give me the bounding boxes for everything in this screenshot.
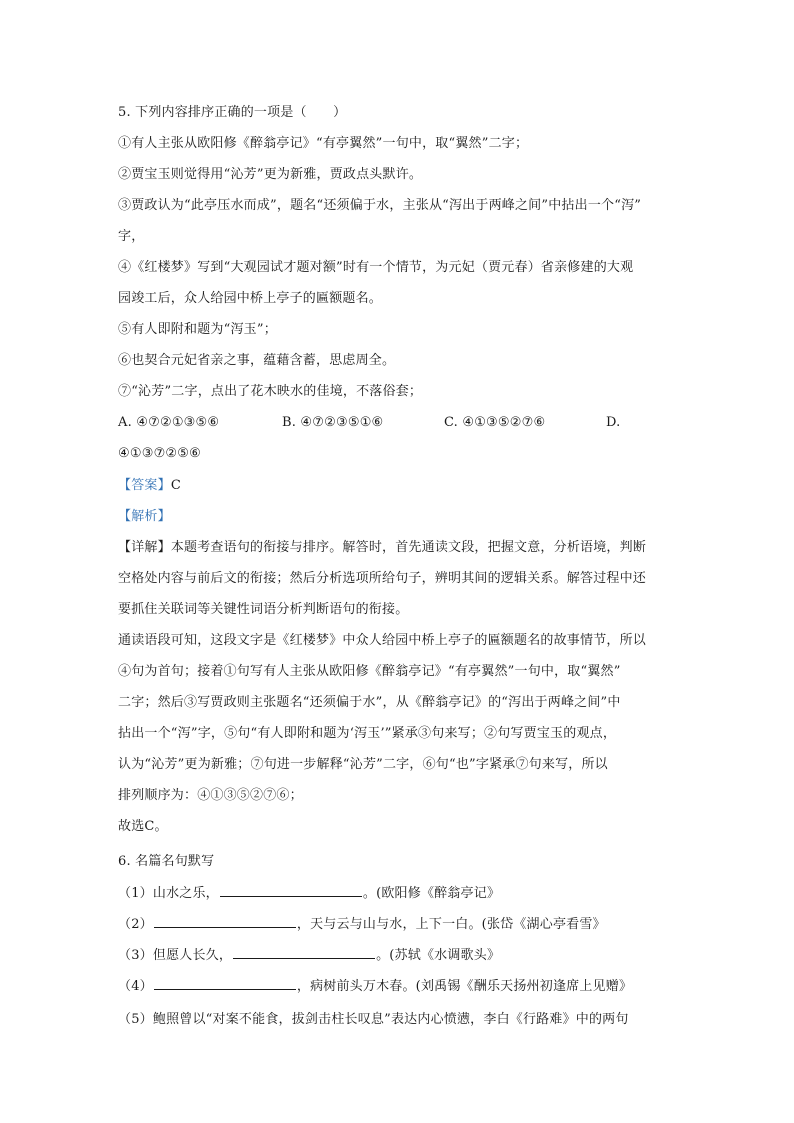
- q5-stem: 5. 下列内容排序正确的一项是（ ）: [118, 105, 347, 120]
- option-d-value: ④①③⑦②⑤⑥: [118, 446, 201, 461]
- option-c: C. ④①③⑤②⑦⑥: [444, 415, 546, 430]
- option-d: D.: [606, 415, 621, 430]
- detail-line-2: 空格处内容与前后文的衔接；然后分析选项所给句子，辨明其间的逻辑关系。解答过程中还: [118, 571, 647, 586]
- q5-item-4-cont: 园竣工后，众人给园中桥上亭子的匾额题名。: [118, 291, 383, 306]
- option-a: A. ④⑦②①③⑤⑥: [118, 415, 220, 430]
- explain-line-2: ④句为首句；接着①句写有人主张从欧阳修《醉翁亭记》“有亭翼然”一句中，取“翼然”: [118, 664, 621, 679]
- q6-line-1-post: 。(欧阳修《醉翁亭记》: [362, 886, 501, 901]
- q5-item-2: ②贾宝玉则觉得用“沁芳”更为新雅，贾政点头默许。: [118, 167, 423, 182]
- explain-line-4: 拈出一个“泻”字，⑤句“有人即附和题为‘泻玉’”紧承③句来写；②句写贾宝玉的观点，: [118, 726, 617, 741]
- conclusion: 故选C。: [118, 819, 168, 834]
- q5-item-3: ③贾政认为“此亭压水而成”，题名“还须偏于水，主张从“泻出于两峰之间”中拈出一个“泻”: [118, 198, 642, 213]
- q6-line-2-post: ，天与云与山与水，上下一白。(张岱《湖心亭看雪》: [296, 917, 606, 932]
- explain-line-3: 二字；然后③写贾政则主张题名“还须偏于水”，从《醉翁亭记》的“泻出于两峰之间”中: [118, 695, 621, 710]
- explain-line-1: 通读语段可知，这段文字是《红楼梦》中众人给园中桥上亭子的匾额题名的故事情节，所以: [118, 633, 647, 648]
- fill-blank-2[interactable]: [154, 915, 296, 928]
- q6-line-2: [118, 915, 606, 934]
- q6-line-4: [118, 977, 632, 996]
- fill-blank-4[interactable]: [154, 977, 296, 990]
- q6-line-1: [118, 884, 500, 903]
- detail-tag: 【详解】: [118, 540, 171, 555]
- q6-title: 6. 名篇名句默写: [118, 854, 215, 869]
- fill-blank-1[interactable]: [220, 884, 362, 897]
- q5-item-6: ⑥也契合元妃省亲之事，蕴藉含蓄，思虑周全。: [118, 353, 396, 368]
- q6-line-1-pre: （1）山水之乐，: [118, 886, 219, 901]
- fill-blank-3[interactable]: [233, 946, 375, 959]
- q5-item-4: ④《红楼梦》写到“大观园试才题对额”时有一个情节，为元妃（贾元春）省亲修建的大观: [118, 260, 634, 275]
- answer-line: [118, 477, 181, 495]
- answer-value: C: [170, 478, 181, 493]
- q5-item-7: ⑦“沁芳”二字，点出了花木映水的佳境，不落俗套；: [118, 384, 423, 399]
- explain-line-6: 排列顺序为：④①③⑤②⑦⑥；: [118, 788, 303, 803]
- answer-tag: 【答案】: [118, 478, 171, 493]
- detail-text-1: 本题考查语句的衔接与排序。解答时，首先通读文段，把握文意，分析语境，判断: [170, 540, 647, 555]
- q6-line-5: （5）鲍照曾以“对案不能食，拔剑击柱长叹息”表达内心愤懑，李白《行路难》中的两句: [118, 1012, 629, 1027]
- q6-line-3: [118, 946, 500, 965]
- q5-item-3-cont: 字，: [118, 229, 145, 244]
- detail-line-3: 要抓住关联词等关键性词语分析判断语句的衔接。: [118, 602, 409, 617]
- q5-item-5: ⑤有人即附和题为“泻玉”；: [118, 322, 277, 337]
- q6-line-3-post: 。(苏轼《水调歌头》: [376, 948, 501, 963]
- q6-line-4-post: ，病树前头万木春。(刘禹锡《酬乐天扬州初逢席上见赠》: [296, 979, 633, 994]
- q6-line-4-pre: （4）: [118, 979, 153, 994]
- detail-line-1: [118, 539, 646, 557]
- explain-line-5: 认为“沁芳”更为新雅；⑦句进一步解释“沁芳”二字，⑥句“也”字紧承⑦句来写，所以: [118, 757, 608, 772]
- q5-item-1: ①有人主张从欧阳修《醉翁亭记》“有亭翼然”一句中，取“翼然”二字；: [118, 136, 529, 151]
- analysis-tag: 【解析】: [118, 509, 171, 524]
- q6-line-3-pre: （3）但愿人长久，: [118, 948, 233, 963]
- q6-line-2-pre: （2）: [118, 917, 153, 932]
- option-b: B. ④⑦②③⑤①⑥: [282, 415, 384, 430]
